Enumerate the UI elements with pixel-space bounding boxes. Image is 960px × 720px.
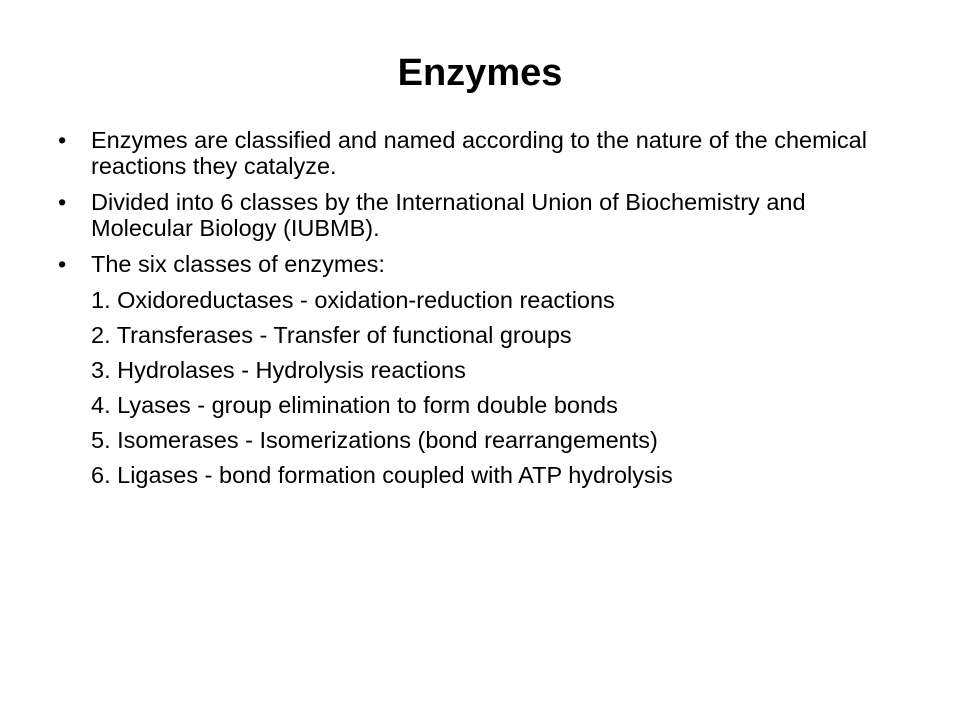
enzyme-class-item: 6. Ligases - bond formation coupled with ATP hydrolysis (91, 462, 673, 488)
bullet-text: The six classes of enzymes: (91, 251, 385, 277)
bullet-text: Divided into 6 classes by the International Union of Biochemistry and Molecular Biology (IUBMB). (91, 189, 806, 241)
enzyme-class-item: 3. Hydrolases - Hydrolysis reactions (91, 357, 466, 383)
enzyme-class-item: 4. Lyases - group elimination to form double bonds (91, 392, 618, 418)
bullet-text: Enzymes are classified and named according to the nature of the chemical reactions they catalyze. (91, 127, 867, 179)
enzyme-class-item: 2. Transferases - Transfer of functional groups (91, 322, 572, 348)
bullet-item (58, 251, 898, 277)
slide-title: Enzymes (397, 52, 563, 94)
bullet-marker: • (58, 127, 67, 153)
enzyme-class-item: 5. Isomerases - Isomerizations (bond rearrangements) (91, 427, 658, 453)
enzyme-class-item: 1. Oxidoreductases - oxidation-reduction reactions (91, 287, 615, 313)
bullet-item (58, 127, 898, 179)
slide-content (58, 127, 898, 497)
bullet-marker: • (58, 251, 67, 277)
bullet-marker: • (58, 189, 67, 215)
bullet-item (58, 189, 898, 241)
